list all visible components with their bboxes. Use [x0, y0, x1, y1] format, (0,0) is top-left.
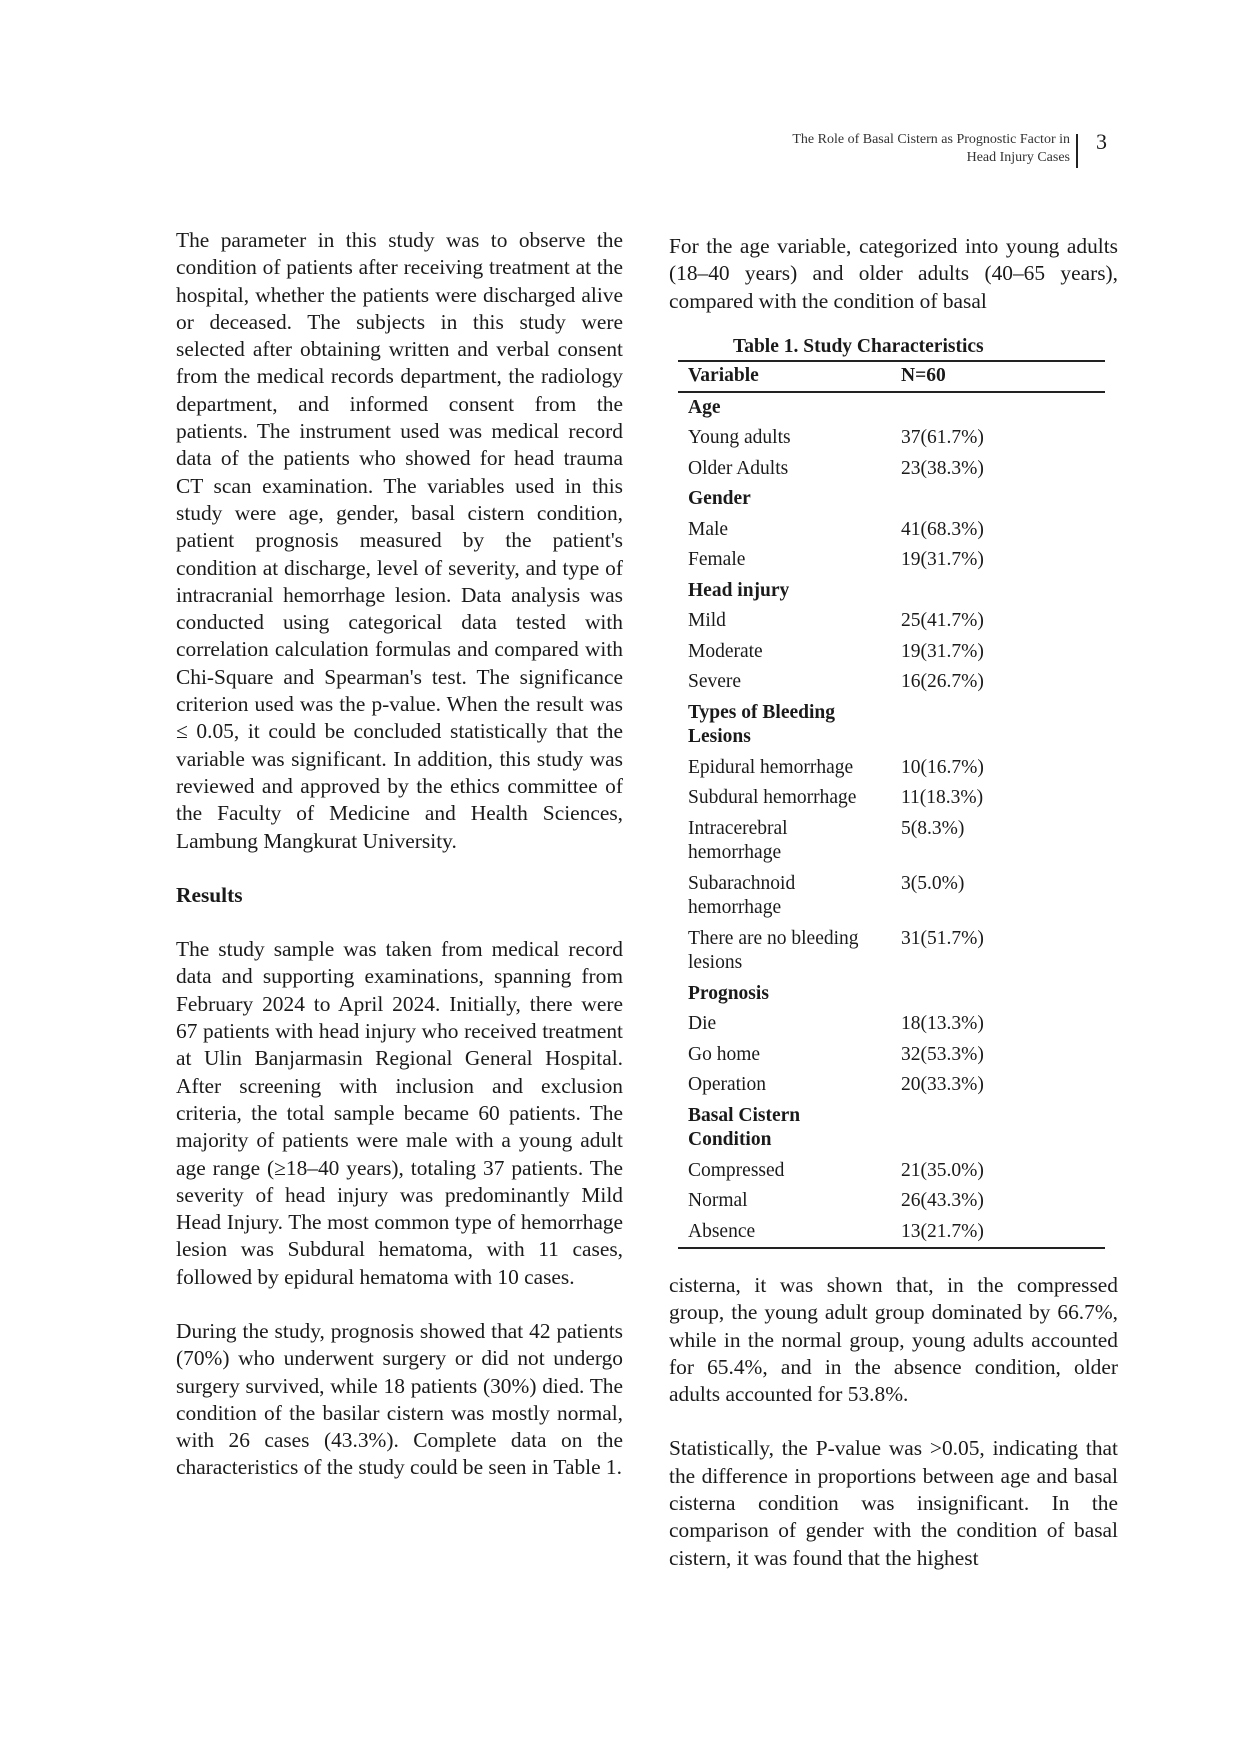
table-header-n: N=60	[891, 361, 1105, 392]
table-header-variable: Variable	[678, 361, 891, 392]
table-row	[678, 814, 1105, 869]
count-value	[891, 979, 1105, 1010]
variable-label: Epidural hemorrhage	[688, 756, 854, 778]
table-row	[678, 1217, 1105, 1249]
table-row	[678, 454, 1105, 485]
right-column-top	[669, 233, 1118, 315]
table-row	[678, 1009, 1105, 1040]
statistics-paragraph: Statistically, the P-value was >0.05, indicating that the difference in proportions between age and basal cisterna condition was insignificant. In the comparison of gender with the condition of basal cistern, it was found that the highest	[669, 1436, 1118, 1570]
count-value: 19(31.7%)	[901, 640, 984, 662]
age-paragraph-end: cisterna, it was shown that, in the compressed group, the young adult group dominated by 66.7%, while in the normal group, young adults accounted for 65.4%, and in the absence condition, older adults accounted for 53.8%.	[669, 1273, 1118, 1407]
variable-label: Operation	[688, 1074, 766, 1095]
study-characteristics-table	[678, 334, 1105, 1249]
variable-label: Older Adults	[688, 457, 789, 479]
results-paragraph-2: During the study, prognosis showed that 42 patients (70%) who underwent surgery or did not undergo surgery survived, while 18 patients (30%) died. The condition of the basilar cistern was mostly normal, with 26 cases (43.3%). Complete data on the characteristics of the study could be seen in Table 1.	[176, 1318, 623, 1480]
variable-label: Female	[688, 549, 746, 570]
category-label: Head injury	[688, 579, 790, 601]
table-row	[678, 667, 1105, 698]
category-label: Gender	[688, 488, 751, 509]
count-value: 25(41.7%)	[901, 610, 984, 631]
count-value: 32(53.3%)	[901, 1043, 984, 1065]
variable-label: Normal	[688, 1190, 748, 1211]
count-value: 19(31.7%)	[901, 549, 984, 570]
variable-label: Subdural hemorrhage	[688, 787, 857, 808]
methods-paragraph: The parameter in this study was to observe the condition of patients after receiving treatment at the hospital, whether the patients were discharged alive or deceased. The subjects in this study were selected after obtaining written and verbal consent from the medical records department, the radiology department, and informed consent from the patients. The instrument used was medical record data of the patients who showed for head trauma CT scan examination. The variables used in this study were age, gender, basal cistern condition, patient prognosis measured by the patient's condition at discharge, level of severity, and type of intracranial hemorrhage lesion. Data analysis was conducted using categorical data tested with correlation calculation formulas and compared with Chi-Square and Spearman's test. The significance criterion used was the p-value. When the result was ≤ 0.05, it could be concluded statistically that the variable was significant. In addition, this study was reviewed and approved by the ethics committee of the Faculty of Medicine and Health Sciences, Lambung Mangkurat University.	[176, 228, 623, 853]
results-heading: Results	[176, 882, 243, 907]
category-label: Basal Cistern Condition	[688, 1104, 801, 1150]
variable-label: Young adults	[688, 427, 791, 448]
table-category-row	[678, 392, 1105, 424]
count-value	[891, 1101, 1105, 1156]
table-row	[678, 423, 1105, 454]
count-value: 18(13.3%)	[901, 1013, 984, 1034]
table-row	[678, 606, 1105, 637]
count-value: 3(5.0%)	[901, 872, 965, 894]
table-category-row	[678, 979, 1105, 1010]
table-row	[678, 1186, 1105, 1217]
table-category-row	[678, 484, 1105, 515]
count-value	[891, 576, 1105, 607]
count-value: 16(26.7%)	[901, 671, 984, 692]
count-value	[891, 698, 1105, 753]
category-label: Types of Bleeding Lesions	[688, 701, 835, 747]
table-title: Table 1. Study Characteristics	[733, 336, 984, 357]
table-row	[678, 545, 1105, 576]
page-number: 3	[1096, 129, 1107, 154]
count-value: 11(18.3%)	[901, 787, 984, 808]
count-value: 41(68.3%)	[901, 518, 984, 540]
count-value: 20(33.3%)	[901, 1074, 984, 1095]
count-value	[891, 392, 1105, 424]
count-value: 31(51.7%)	[901, 927, 984, 949]
header-divider	[1076, 134, 1078, 168]
table-row	[678, 783, 1105, 814]
running-title-line-2: Head Injury Cases	[966, 150, 1070, 165]
variable-label: Absence	[678, 1217, 891, 1249]
table-row	[678, 515, 1105, 546]
left-column	[176, 227, 623, 1482]
variable-label: Intracerebral hemorrhage	[688, 817, 788, 863]
variable-label: Moderate	[688, 640, 763, 662]
count-value: 5(8.3%)	[901, 817, 965, 839]
count-value: 21(35.0%)	[901, 1159, 984, 1181]
running-header	[740, 131, 1070, 167]
variable-label: Subarachnoid hemorrhage	[688, 872, 796, 918]
table-row	[678, 924, 1105, 979]
variable-label: Male	[688, 518, 729, 540]
variable-label: Severe	[688, 671, 742, 692]
table-category-row	[678, 1101, 1105, 1156]
running-title-line-1: The Role of Basal Cistern as Prognostic Factor in	[792, 132, 1070, 147]
table-row	[678, 869, 1105, 924]
count-value: 26(43.3%)	[901, 1190, 984, 1211]
variable-label: Mild	[688, 610, 726, 631]
age-paragraph-start: For the age variable, categorized into young adults (18–40 years) and older adults (40–65 years), compared with the condition of basal	[669, 234, 1118, 313]
variable-label: Go home	[688, 1043, 761, 1065]
table-row	[678, 753, 1105, 784]
category-label: Prognosis	[688, 982, 769, 1004]
count-value: 10(16.7%)	[901, 756, 984, 778]
right-column-bottom	[669, 1272, 1118, 1572]
table-row	[678, 637, 1105, 668]
variable-label: Compressed	[688, 1159, 785, 1181]
count-value: 23(38.3%)	[901, 457, 984, 479]
results-paragraph-1: The study sample was taken from medical record data and supporting examinations, spanning from February 2024 to April 2024. Initially, there were 67 patients with head injury who received treatment at Ulin Banjarmasin Regional General Hospital. After screening with inclusion and exclusion criteria, the total sample became 60 patients. The majority of patients were male with a young adult age range (≥18–40 years), totaling 37 patients. The severity of head injury was predominantly Mild Head Injury. The most common type of hemorrhage lesion was Subdural hematoma, with 11 cases, followed by epidural hematoma with 10 cases.	[176, 937, 623, 1289]
count-value: 37(61.7%)	[901, 427, 984, 448]
table-category-row	[678, 576, 1105, 607]
variable-label: There are no bleeding lesions	[688, 927, 859, 973]
count-value: 13(21.7%)	[891, 1217, 1105, 1249]
count-value	[891, 484, 1105, 515]
variable-label: Die	[688, 1013, 717, 1034]
category-label: Age	[688, 396, 721, 418]
table-row	[678, 1040, 1105, 1071]
table-category-row	[678, 698, 1105, 753]
table-row	[678, 1070, 1105, 1101]
table-row	[678, 1156, 1105, 1187]
